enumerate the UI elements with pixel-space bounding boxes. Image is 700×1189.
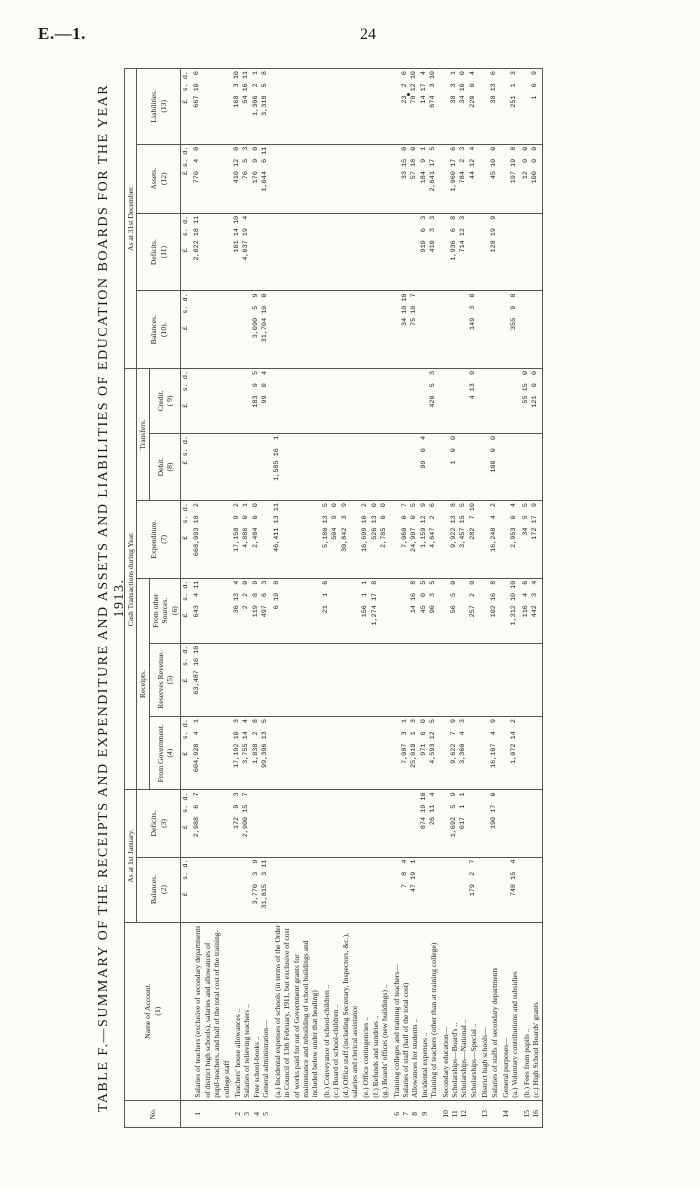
amount-cell <box>321 717 361 790</box>
amount-cell <box>479 857 500 922</box>
col-balances-dec: Balances. (10). <box>137 291 181 369</box>
amount-cell: 101 14 10 4,037 19 4 <box>232 213 272 291</box>
amount-cell <box>272 717 321 790</box>
amount-cell <box>521 213 542 291</box>
group-transfers: Transfers. <box>137 368 149 500</box>
amount-cell: 172 9 3 2,900 15 7 <box>232 790 272 857</box>
account-name: District high schools— Salaries of staffs of secondary departments <box>479 922 500 1100</box>
amount-cell <box>192 291 232 369</box>
amount-cell: 1,072 14 2 <box>500 717 521 790</box>
amount-cell <box>521 717 542 790</box>
amount-cell: 34 5 5 172 17 9 <box>521 501 542 579</box>
amount-cell: 9,922 13 8 3,457 15 5 282 7 10 <box>440 501 480 579</box>
amount-cell: 190 17 0 <box>479 790 500 857</box>
amount-cell <box>272 790 321 857</box>
amount-cell <box>521 433 542 500</box>
amount-cell <box>192 368 232 433</box>
amount-cell: 6 19 8 <box>272 578 321 643</box>
account-name: Salaries of teachers (exclusive of secondary departments of district high schools), salaries and allowances of pupil-teachers, and half of the total cost of the training-college staff <box>192 922 232 1100</box>
account-name: (b.) Conveyance of school-children .. (c.) Board of school-children .. (d.) Office staff (including Secretary, Inspectors, &c.), salaries and clerical assistance <box>321 922 361 1100</box>
table-title: TABLE F.—SUMMARY OF THE RECEIPTS AND EXPENDITURE AND ASSETS AND LIABILITIES OF EDUCATION BOARDS FOR THE YEAR 1913. <box>96 83 127 1113</box>
amount-cell <box>500 433 521 500</box>
amount-cell: 38 13 6 <box>479 69 500 145</box>
amount-cell: 38 3 1 34 10 0 220 0 4 <box>440 69 480 145</box>
amount-cell: 770 4 0 <box>192 144 232 213</box>
amount-cell <box>321 790 361 857</box>
amount-cell: 1,936 6 8 714 12 3 <box>440 213 480 291</box>
summary-table <box>124 68 543 1128</box>
account-name: Training colleges and training of teachers— Salaries of staff (half of the total cost) Allowances for students .. Incidental expenses .. Training of teachers (other than at training college) <box>391 922 440 1100</box>
col-deficits-dec: Deficits. (11) <box>137 213 181 291</box>
row-number: 6 7 8 9 <box>391 1100 440 1127</box>
amount-cell: 1 6 9 <box>521 69 542 145</box>
amount-cell <box>272 368 321 433</box>
row-number <box>360 1100 390 1127</box>
amount-cell <box>500 790 521 857</box>
amount-cell: 4 13 9 <box>440 368 480 433</box>
amount-cell <box>360 857 390 922</box>
table-row <box>440 69 480 1128</box>
group-dec: As at 31st December. <box>125 69 137 369</box>
amount-cell <box>321 368 361 433</box>
amount-cell: 667 10 6 <box>192 69 232 145</box>
amount-cell: 604,928 4 1 <box>192 717 232 790</box>
amount-cell <box>272 144 321 213</box>
amount-cell: 14 16 8 45 0 5 90 3 5 <box>391 578 440 643</box>
amount-cell <box>360 717 390 790</box>
col-balances-jan: Balances. (2) <box>137 857 181 922</box>
amount-cell: 420 5 3 <box>391 368 440 433</box>
amount-cell: 17,192 10 3 3,755 14 4 1,838 2 8 99,396 13 5 <box>232 717 272 790</box>
amount-cell: 99 0 4 <box>391 433 440 500</box>
amount-cell: 251 1 3 <box>500 69 521 145</box>
amount-cell: 16,107 4 9 <box>479 717 500 790</box>
amount-cell: 116 4 6 442 3 4 <box>521 578 542 643</box>
row-number <box>321 1100 361 1127</box>
amount-cell: 21 1 6 <box>321 578 361 643</box>
col-name: Name of Account. (1) <box>125 922 181 1100</box>
amount-cell <box>321 213 361 291</box>
amount-cell <box>321 433 361 500</box>
amount-cell <box>360 433 390 500</box>
amount-cell <box>232 433 272 500</box>
group-cash: Cash Transactions during Year. <box>125 368 137 789</box>
amount-cell: 2,022 18 11 <box>192 213 232 291</box>
table-body <box>181 69 543 1128</box>
amount-cell <box>500 368 521 433</box>
amount-cell <box>192 857 232 922</box>
rotated-table-region <box>96 68 686 1128</box>
amount-cell <box>321 144 361 213</box>
page-number: 24 <box>360 26 376 43</box>
amount-cell: 7,060 0 7 24,997 0 5 1,159 12 9 4,647 2 6 <box>391 501 440 579</box>
account-name: Secondary education— Scholarships—Board's .. Scholarships—National .. Scholarships—Special .. <box>440 922 480 1100</box>
currency-row: £ s. d. £ s. d. £ s. d. £ s. d. £ s. d. £ s. d. £ s. d. £ s. d. £ s. d. £ s. d. £ s. d. £ s. d. <box>181 69 193 1128</box>
row-number: 2 3 4 5 <box>232 1100 272 1127</box>
account-name: Teachers' house allowances .. Salaries of relieving teachers .. Free school-books .. General administration— <box>232 922 272 1100</box>
amount-cell: 56 5 0 257 2 0 <box>440 578 480 643</box>
amount-cell: 45 10 0 <box>479 144 500 213</box>
amount-cell <box>272 291 321 369</box>
amount-cell: 1,692 5 9 617 1 1 <box>440 790 480 857</box>
amount-cell: 748 15 4 <box>500 857 521 922</box>
amount-cell <box>192 433 232 500</box>
amount-cell <box>360 643 390 716</box>
col-deficits-jan: Deficits. (3) <box>137 790 181 857</box>
amount-cell: 55 15 0 121 0 0 <box>521 368 542 433</box>
amount-cell: 668,093 18 2 <box>192 501 232 579</box>
amount-cell: 919 6 3 410 3 3 <box>391 213 440 291</box>
account-name: (b.) Fees from pupils .. (c.) High School Boards' grants <box>521 922 542 1100</box>
amount-cell: 355 9 8 <box>500 291 521 369</box>
group-jan: As at 1st January. <box>125 790 137 922</box>
col-expenditure: Expenditure. (7) <box>137 501 181 579</box>
col-assets: Assets. (12) <box>137 144 181 213</box>
table-row <box>479 69 500 1128</box>
amount-cell <box>321 857 361 922</box>
amount-cell: 7,087 3 1 25,010 1 3 971 6 0 4,593 12 5 <box>391 717 440 790</box>
amount-cell <box>272 857 321 922</box>
amount-cell: 128 19 9 <box>479 213 500 291</box>
table-row <box>321 69 361 1128</box>
table-row <box>232 69 272 1128</box>
amount-cell <box>360 790 390 857</box>
amount-cell: 16,248 4 2 <box>479 501 500 579</box>
amount-cell: 34 10 10 75 10 7 <box>391 291 440 369</box>
amount-cell: 874 19 10 26 11 4 <box>391 790 440 857</box>
col-credit: Credit. ( 9) <box>149 368 180 433</box>
amount-cell: 3,770 3 9 31,815 3 11 <box>232 857 272 922</box>
col-debit: Debit. (8) <box>149 433 180 500</box>
row-number <box>272 1100 321 1127</box>
row-number: 14 <box>500 1100 521 1127</box>
amount-cell: 16,699 10 2 526 13 0 2,785 0 0 <box>360 501 390 579</box>
amount-cell: 7 8 4 47 19 1 <box>391 857 440 922</box>
account-name: (a.) Incidental expenses of schools (in terms of the Order in Council of 13th February, 1911, but exclusive of cost of works paid for out of Government grants for maintenance and rebuilding of school buildings and included below under that heading) <box>272 922 321 1100</box>
amount-cell: 1,585 16 1 <box>272 433 321 500</box>
amount-cell: 63,487 16 10 <box>192 643 232 716</box>
amount-cell <box>521 857 542 922</box>
amount-cell <box>272 643 321 716</box>
col-other-sources: From other Sources. (6) <box>149 578 180 643</box>
amount-cell <box>360 368 390 433</box>
amount-cell <box>360 213 390 291</box>
page-section: E.—1. <box>38 24 86 43</box>
table-row <box>391 69 440 1128</box>
amount-cell: 46,411 13 11 <box>272 501 321 579</box>
amount-cell <box>272 69 321 145</box>
row-number: 15 16 <box>521 1100 542 1127</box>
amount-cell: 1,960 17 6 784 2 3 44 12 4 <box>440 144 480 213</box>
amount-cell <box>360 69 390 145</box>
table-row <box>272 69 321 1128</box>
amount-cell <box>479 643 500 716</box>
amount-cell <box>321 643 361 716</box>
row-number: 13 <box>479 1100 500 1127</box>
amount-cell: 17,158 9 2 4,886 0 1 2,484 0 0 <box>232 501 272 579</box>
amount-cell: 410 12 0 76 5 3 176 9 0 1,044 6 11 <box>232 144 272 213</box>
amount-cell: 102 16 8 <box>479 578 500 643</box>
amount-cell <box>360 291 390 369</box>
amount-cell: 179 2 7 <box>440 857 480 922</box>
row-number: 10 11 12 <box>440 1100 480 1127</box>
col-reserves-revenue: Reserves Revenue. (5) <box>149 643 180 716</box>
amount-cell <box>479 291 500 369</box>
amount-cell: 100 0 0 <box>479 433 500 500</box>
account-name: (e.) Office contingencies .. (f.) Refunds and sundries .. (g.) Boards' offices (new buildings) .. <box>360 922 390 1100</box>
table-row <box>360 69 390 1128</box>
amount-cell <box>391 643 440 716</box>
amount-cell <box>500 213 521 291</box>
amount-cell <box>440 643 480 716</box>
amount-cell <box>521 790 542 857</box>
amount-cell: 1,312 10 10 <box>500 578 521 643</box>
amount-cell: 23 2 6 78 12 10 14 17 4 674 3 10 <box>391 69 440 145</box>
amount-cell: 2,953 0 4 <box>500 501 521 579</box>
amount-cell: 33 15 0 57 18 0 184 9 1 2,641 17 5 <box>391 144 440 213</box>
amount-cell: 36 13 4 2 2 0 119 8 9 497 6 3 <box>232 578 272 643</box>
row-number: 1 <box>192 1100 232 1127</box>
amount-cell: 1 0 0 <box>440 433 480 500</box>
amount-cell <box>321 69 361 145</box>
col-liabilities: Liabilities. (13) <box>137 69 181 145</box>
table-row <box>500 69 521 1128</box>
amount-cell: 5,180 13 5 504 9 0 30,842 3 9 <box>321 501 361 579</box>
col-no: No. <box>125 1100 181 1127</box>
amount-cell: 197 19 8 <box>500 144 521 213</box>
amount-cell <box>479 368 500 433</box>
col-from-government: From Government. (4) <box>149 717 180 790</box>
amount-cell <box>521 643 542 716</box>
amount-cell: 2,988 6 7 <box>192 790 232 857</box>
amount-cell <box>272 213 321 291</box>
amount-cell: 12 0 0 100 0 0 <box>521 144 542 213</box>
table-row <box>192 69 232 1128</box>
amount-cell: 149 3 0 <box>440 291 480 369</box>
amount-cell: 3,090 5 9 31,704 10 0 <box>232 291 272 369</box>
amount-cell: 643 4 11 <box>192 578 232 643</box>
amount-cell <box>500 643 521 716</box>
amount-cell: 9,622 7 9 3,360 4 3 <box>440 717 480 790</box>
table-row <box>521 69 542 1128</box>
amount-cell <box>321 291 361 369</box>
amount-cell <box>232 643 272 716</box>
account-name: General purposes— (a.) Voluntary contributions and subsidies <box>500 922 521 1100</box>
amount-cell <box>360 144 390 213</box>
amount-cell <box>521 291 542 369</box>
group-receipts: Receipts. <box>137 578 149 790</box>
amount-cell: 183 9 5 99 0 4 <box>232 368 272 433</box>
amount-cell: 168 3 10 54 16 11 1,306 2 1 3,318 5 8 <box>232 69 272 145</box>
amount-cell: 156 1 1 1,274 17 8 <box>360 578 390 643</box>
